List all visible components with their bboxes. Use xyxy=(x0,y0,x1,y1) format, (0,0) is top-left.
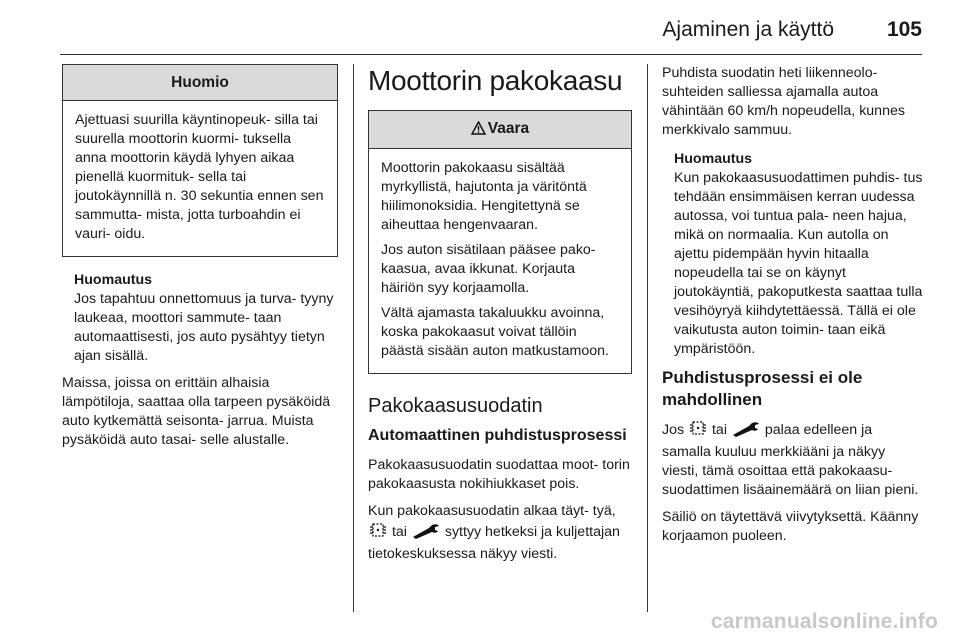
note-block xyxy=(62,271,338,366)
paragraph-with-icons: Kun pakokaasusuodatin alkaa täyt- tyä, tai syttyy hetkeksi ja kuljettajan tietokeskuksessa näkyy viesti. xyxy=(368,503,620,562)
paragraph: Säiliö on täytettävä viivytyksettä. Käänny korjaamon puoleen. xyxy=(662,509,919,544)
header-rule xyxy=(60,54,922,55)
note-text: Kun pakokaasusuodattimen puhdis- tus tehdään ensimmäisen kerran uudessa autossa, voi tuntua pala- neen hajua, mikä on normaalia. Kun autolla on ajettu pidempään hyvin hitaalla nopeudella tai se on käynyt joutokäyntiä, pakoputkesta saattaa tulla vesihöyryä kiihdytettäessä. Tällä ei ole vaikutusta auton toimin- taan eikä ympäristöön. xyxy=(674,170,923,357)
column-divider-1 xyxy=(353,64,354,612)
subsubsection-heading: Automaattinen puhdistusprosessi xyxy=(368,427,627,444)
warning-box xyxy=(368,110,632,374)
exhaust-filter-icon xyxy=(368,521,388,545)
subsection-heading: Puhdistusprosessi ei ole mahdollinen xyxy=(662,368,863,409)
warning-paragraph: Moottorin pakokaasu sisältää myrkyllistä, hajutonta ja väritöntä hiilimonoksidia. Hengitettynä se aiheuttaa hengenvaaran. xyxy=(381,160,587,233)
paragraph: Puhdista suodatin heti liikenneolo- suhteiden salliessa ajamalla autoa vähintään 60 km/h nopeudella, kunnes merkkivalo sammuu. xyxy=(662,65,905,138)
column-1 xyxy=(62,64,338,450)
note-label: Huomautus xyxy=(74,272,153,288)
paragraph-with-icons: Jos tai palaa edelleen ja samalla kuuluu merkkiääni ja näkyy viesti, tämä osoittaa että pakokaasu- suodattimen lisäainemäärä on liian pieni. xyxy=(662,419,924,500)
page-header xyxy=(60,18,922,58)
column-2 xyxy=(368,64,632,572)
column-divider-2 xyxy=(647,64,648,612)
running-header-title: Ajaminen ja käyttö xyxy=(662,18,834,41)
warning-triangle-icon xyxy=(471,121,486,140)
paragraph: Maissa, joissa on erittäin alhaisia lämpötiloja, saattaa olla tarpeen pysäköidä auto kytkemättä seisonta- jarrua. Muista pysäköidä auto tasai- selle alustalle. xyxy=(62,375,331,448)
wrench-icon xyxy=(731,421,761,443)
page-number: 105 xyxy=(886,18,922,41)
notice-heading: Huomio xyxy=(63,65,337,101)
paragraph: Pakokaasusuodatin suodattaa moot- torin pakokaasusta nokihiukkaset pois. xyxy=(368,457,630,492)
notice-text: Ajettuasi suurilla käyntinopeuk- silla tai suurella moottorin kuormi- tuksella anna moottorin käydä lyhyen aikaa pienellä kuormituk- sella tai joutokäynnillä n. 30 sekuntia ennen sen sammutta- mista, jotta turboahdin ei vauri- oidu. xyxy=(75,112,324,242)
warning-heading: Vaara xyxy=(487,120,530,137)
subsection-heading: Pakokaasusuodatin xyxy=(368,395,543,417)
warning-paragraph: Jos auton sisätilaan pääsee pako- kaasua, avaa ikkunat. Korjauta häiriön syy korjaamolla. xyxy=(381,242,596,296)
note-text: Jos tapahtuu onnettomuus ja turva- tyyny laukeaa, moottori sammute- taan automaattisesti, jos auto pysähtyy tietyn ajan sisällä. xyxy=(74,291,334,364)
warning-body xyxy=(369,149,631,373)
note-label: Huomautus xyxy=(674,151,753,167)
notice-box xyxy=(62,64,338,257)
exhaust-filter-icon xyxy=(688,419,708,443)
section-heading: Moottorin pakokaasu xyxy=(368,65,623,96)
note-block xyxy=(662,150,924,359)
warning-header xyxy=(369,111,631,149)
warning-paragraph: Vältä ajamasta takaluukku avoinna, koska pakokaasut voivat tällöin päästä sisään auton matkustamoon. xyxy=(381,305,609,359)
wrench-icon xyxy=(411,523,441,545)
column-3 xyxy=(662,64,924,554)
watermark: carmanualsonline.info xyxy=(710,610,938,633)
